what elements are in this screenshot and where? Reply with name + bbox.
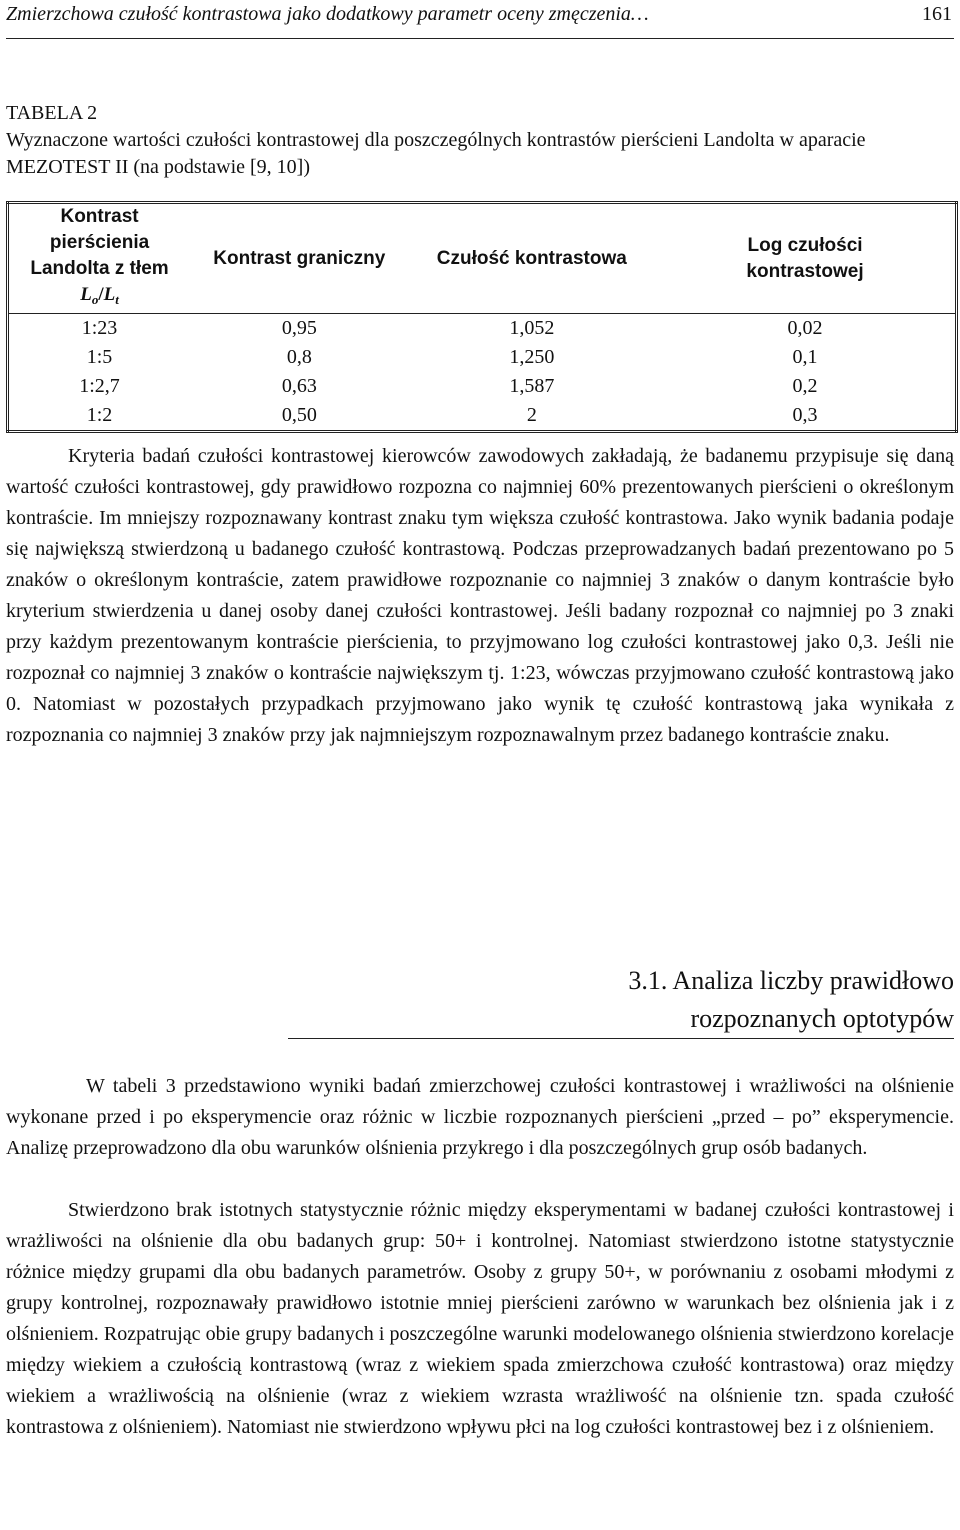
paragraph-findings: Stwierdzono brak istotnych statystycznie różnic między eksperymentami w badanej czułości kontrastowej i wrażliwości na olśnienie dla obu badanych grup: 50+ i kontrolnej. Natomiast stwierdzono istotne statystycznie różnice między grupami dla obu badanych parametrów. Osoby z grupy 50+, w porównaniu z osobami młodymi z grupy kontrolnej, rozpoznawały prawidłowo istotnie mniej pierścieni zarówno w warunkach bez olśnienia jak i z olśnieniem. Rozpatrując obie grupy badanych i poszczególne warunki modelowanego olśnienia stwierdzono korelacje między wiekiem a czułością kontrastową (wraz z wiekiem spada zmierzchowa czułość kontrastowa) oraz między wiekiem a wrażliwością na olśnienie (wraz z wiekiem wzrasta wrażliwość na olśnienie tzn. spada czułość kontrastowa z olśnieniem). Natomiast nie stwierdzono wpływu płci na log czułości kontrastowej bez i z olśnieniem. (6, 1199, 954, 1438)
symbol-sub-o: o (91, 292, 99, 307)
cell-threshold: 0,50 (281, 404, 317, 426)
header-contrast (8, 203, 191, 314)
cell-sensitivity: 1,052 (509, 317, 555, 339)
page-number: 161 (922, 3, 952, 25)
cell-sensitivity: 2 (526, 404, 537, 426)
table-label: TABELA 2 (6, 102, 98, 124)
table-row (8, 314, 957, 344)
cell-contrast: 1:23 (81, 317, 118, 339)
paragraph-criteria: Kryteria badań czułości kontrastowej kierowców zawodowych zakładają, że badanemu przypisuje się daną wartość czułości kontrastowej, gdy prawidłowo rozpozna co najmniej 60% prezentowanych pierścieni o określonym kontraście. Im mniejszy rozpoznawany kontrast znaku tym większa czułość kontrastowa. Jako wynik badania podaje się największą stwierdzoną u badanego czułość kontrastową. Podczas przeprowadzanych badań prezentowano po 5 znaków o określonym kontraście, zatem prawidłowe rozpoznanie co najmniej 3 znaków o danym kontraście było kryterium stwierdzenia u danej osoby danej czułości kontrastowej. Jeśli badany rozpoznał co najmniej po 3 znaki przy każdym prezentowanym kontraście pierścienia, to przyjmowano log czułości kontrastowej jako 0,3. Jeśli nie rozpoznał co najmniej 3 znaków o kontraście największym tj. 1:23, wówczas przyjmowano czułość kontrastową jako 0. Natomiast w pozostałych przypadkach przyjmowano jako wynik tę czułość kontrastową jaka wynikała z rozpoznania co najmniej 3 znaków przy jak najmniejszym rozpoznawalnym przez badanego kontraście znaku. (6, 445, 954, 746)
section-title-line1: Analiza liczby prawidłowo (672, 966, 954, 995)
table-row (8, 401, 957, 432)
symbol-L-target: L (103, 284, 116, 305)
cell-sensitivity: 1,587 (509, 375, 555, 397)
cell-log: 0,1 (792, 346, 818, 368)
cell-threshold: 0,63 (281, 375, 317, 397)
table-caption: Wyznaczone wartości czułości kontrastowej dla poszczególnych kontrastów pierścieni Landolta w aparacie MEZOTEST II (na podstawie [9, 10]) (6, 129, 866, 178)
table-row (8, 343, 957, 372)
header-log-line2: kontrastowej (746, 260, 864, 282)
cell-log: 0,02 (787, 317, 823, 339)
header-sensitivity: Czułość kontrastowa (409, 203, 655, 314)
paragraph-table3-intro: W tabeli 3 przedstawiono wyniki badań zmierzchowej czułości kontrastowej i wrażliwości na olśnienie wykonane przed i po eksperymencie oraz różnic w liczbie rozpoznanych pierścieni „przed – po” eksperymencie. Analizę przeprowadzono dla obu warunków olśnienia przykrego i dla poszczególnych grup osób badanych. (6, 1075, 954, 1159)
section-number: 3.1. (628, 966, 668, 995)
symbol-sub-t: t (115, 292, 119, 307)
header-contrast-line1: Kontrast pierścienia (49, 206, 150, 253)
cell-contrast: 1:2 (86, 404, 113, 426)
cell-contrast: 1:2,7 (79, 375, 120, 397)
contrast-sensitivity-table (6, 201, 958, 433)
running-header (6, 0, 954, 39)
section-heading (628, 962, 954, 1038)
section-title-line2: rozpoznanych optotypów (690, 1004, 954, 1033)
table-row (8, 372, 957, 401)
table-header-row (8, 203, 957, 314)
symbol-slash: / (98, 284, 104, 305)
cell-threshold: 0,95 (281, 317, 317, 339)
header-contrast-symbol (80, 284, 119, 305)
cell-sensitivity: 1,250 (509, 346, 555, 368)
header-threshold: Kontrast graniczny (190, 203, 409, 314)
header-log (655, 203, 956, 314)
section-heading-underline (288, 1038, 954, 1039)
header-contrast-line2: Landolta z tłem (30, 258, 169, 279)
symbol-L-background: L (80, 284, 92, 305)
running-title: Zmierzchowa czułość kontrastowa jako dodatkowy parametr oceny zmęczenia… (6, 3, 649, 25)
cell-contrast: 1:5 (86, 346, 113, 368)
cell-threshold: 0,8 (286, 346, 312, 368)
cell-log: 0,2 (792, 375, 818, 397)
cell-log: 0,3 (792, 404, 818, 426)
header-log-line1: Log czułości (747, 234, 863, 256)
